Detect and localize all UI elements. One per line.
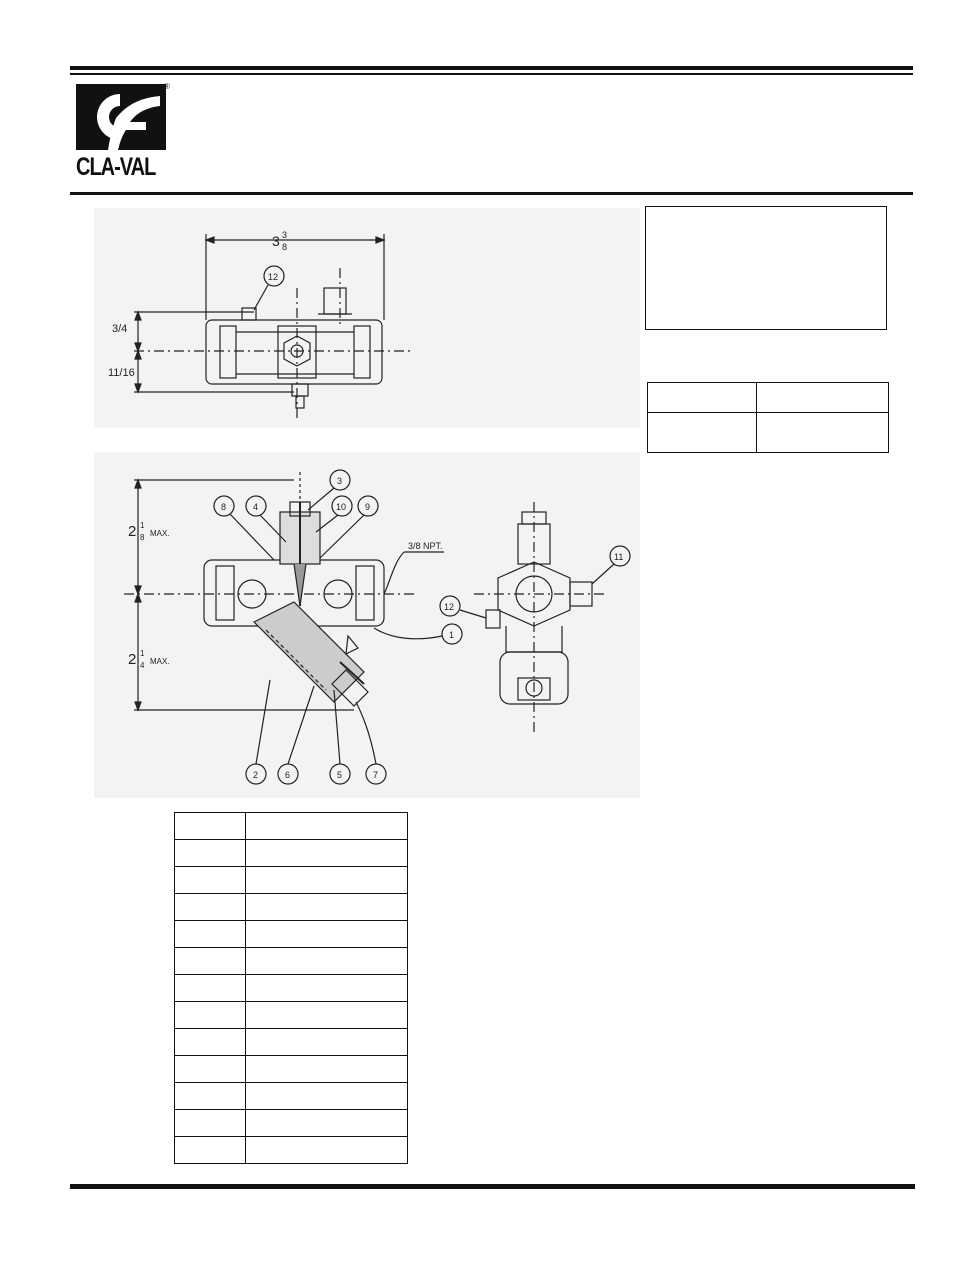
callout-5: 5: [337, 770, 343, 780]
callout-12-top: 12: [268, 272, 279, 282]
dim-max-height-num: 1: [140, 521, 145, 530]
callout-4: 4: [253, 502, 259, 512]
table-cell: [175, 921, 246, 948]
table-cell: [175, 1002, 246, 1029]
callout-8: 8: [221, 502, 227, 512]
table-row: [175, 867, 408, 894]
callout-12-side: 12: [444, 602, 455, 612]
table-cell: [246, 1029, 408, 1056]
table-cell: [246, 1002, 408, 1029]
dim-port-size: 3/8 NPT.: [408, 541, 443, 551]
dim-max-height-suffix: MAX.: [150, 529, 170, 538]
table-row: [175, 1002, 408, 1029]
table-cell: [246, 894, 408, 921]
table-cell: [175, 894, 246, 921]
dim-max-height-den: 8: [140, 533, 145, 542]
dim-overall-length-den: 8: [282, 242, 288, 252]
top-rule-thin: [70, 73, 913, 75]
dim-max-depth-den: 4: [140, 661, 145, 670]
dim-lower-height: 11/16: [108, 367, 135, 379]
strainer-section-views: [94, 452, 640, 798]
table-cell: [175, 840, 246, 867]
parts-table: [174, 812, 408, 1164]
table-cell: [175, 1056, 246, 1083]
table-row: [175, 1110, 408, 1137]
spec-table: [647, 382, 889, 453]
callout-3: 3: [337, 476, 343, 486]
table-cell: [246, 813, 408, 840]
table-cell: [246, 1056, 408, 1083]
table-row: [175, 921, 408, 948]
table-row: [648, 383, 889, 413]
table-row: [648, 413, 889, 453]
table-cell: [175, 975, 246, 1002]
brand-wordmark: [76, 150, 155, 185]
table-cell: [648, 383, 757, 413]
table-cell: [246, 975, 408, 1002]
callout-6: 6: [285, 770, 291, 780]
table-cell: [175, 1137, 246, 1164]
table-row: [175, 948, 408, 975]
table-cell: [648, 413, 757, 453]
registered-mark: ®: [164, 82, 170, 91]
brand-name: CLA-VAL: [76, 153, 156, 182]
callout-2: 2: [253, 770, 259, 780]
callout-1: 1: [449, 630, 455, 640]
table-cell: [175, 948, 246, 975]
table-row: [175, 1029, 408, 1056]
strainer-top-view: [94, 208, 640, 428]
table-cell: [175, 1083, 246, 1110]
table-row: [175, 840, 408, 867]
table-row: [175, 813, 408, 840]
top-rule-thick: [70, 66, 913, 70]
table-cell: [246, 1137, 408, 1164]
table-cell: [175, 1029, 246, 1056]
callout-7: 7: [373, 770, 379, 780]
dim-max-depth-whole: 2: [128, 651, 137, 668]
table-cell: [757, 413, 889, 453]
header-rule: [70, 192, 913, 195]
dim-max-height-whole: 2: [128, 523, 137, 540]
table-row: [175, 975, 408, 1002]
table-cell: [757, 383, 889, 413]
table-cell: [246, 840, 408, 867]
table-row: [175, 894, 408, 921]
callout-10: 10: [336, 502, 347, 512]
dim-overall-length-num: 3: [282, 230, 288, 240]
table-cell: [246, 1110, 408, 1137]
dim-upper-height: 3/4: [112, 323, 128, 335]
table-cell: [246, 1083, 408, 1110]
dim-overall-length: 3: [272, 233, 280, 249]
table-row: [175, 1083, 408, 1110]
table-cell: [175, 813, 246, 840]
dim-max-depth-suffix: MAX.: [150, 657, 170, 666]
callout-11: 11: [614, 552, 624, 562]
table-cell: [175, 867, 246, 894]
table-cell: [246, 948, 408, 975]
dim-max-depth-num: 1: [140, 649, 145, 658]
info-box: [645, 206, 887, 330]
cla-val-logo: [76, 84, 166, 150]
callout-9: 9: [365, 502, 371, 512]
table-cell: [246, 921, 408, 948]
table-cell: [175, 1110, 246, 1137]
table-row: [175, 1056, 408, 1083]
footer-rule: [70, 1184, 915, 1189]
table-row: [175, 1137, 408, 1164]
table-cell: [246, 867, 408, 894]
